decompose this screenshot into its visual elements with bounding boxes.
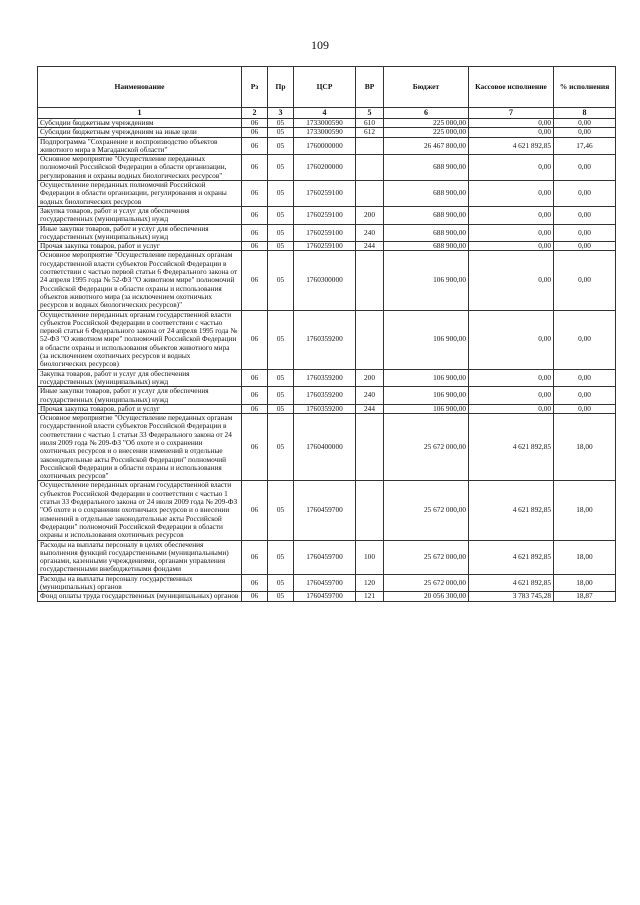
row-budget: 25 672 000,00 — [384, 414, 469, 481]
row-csr: 1760259100 — [294, 224, 356, 242]
row-csr: 1733000590 — [294, 119, 356, 128]
table-row — [38, 128, 616, 137]
table-row — [38, 540, 616, 574]
row-name: Подпрограмма "Сохранение и воспроизводство объектов животного мира в Магаданской области" — [38, 137, 242, 155]
row-vr: 200 — [356, 369, 384, 387]
row-csr: 1760459700 — [294, 481, 356, 540]
row-cash: 0,00 — [469, 119, 554, 128]
row-pr: 05 — [268, 387, 294, 405]
row-pr: 05 — [268, 404, 294, 413]
row-rz: 06 — [242, 387, 268, 405]
row-vr — [356, 137, 384, 155]
row-rz: 06 — [242, 206, 268, 224]
header-rz: Рз — [242, 67, 268, 108]
row-budget: 106 900,00 — [384, 404, 469, 413]
row-cash: 0,00 — [469, 369, 554, 387]
row-cash: 0,00 — [469, 181, 554, 207]
row-vr — [356, 414, 384, 481]
row-name: Фонд оплаты труда государственных (муниципальных) органов — [38, 592, 242, 601]
table-row — [38, 369, 616, 387]
row-vr: 610 — [356, 119, 384, 128]
row-pr: 05 — [268, 251, 294, 310]
header-row — [38, 67, 616, 108]
row-name: Субсидии бюджетным учреждениям на иные цели — [38, 128, 242, 137]
row-name: Расходы на выплаты персоналу в целях обеспечения выполнения функций государственными (муниципальными) органами, казенными учреждениями, органами управления государственными внебюджетными фондами — [38, 540, 242, 574]
row-vr: 121 — [356, 592, 384, 601]
row-cash: 0,00 — [469, 155, 554, 181]
row-budget: 106 900,00 — [384, 369, 469, 387]
row-name: Осуществление переданных полномочий Российской Федерации в области организации, регулирования и охраны водных биологических ресурсов — [38, 181, 242, 207]
row-csr: 1760259100 — [294, 242, 356, 251]
row-budget: 688 900,00 — [384, 242, 469, 251]
row-budget: 106 900,00 — [384, 387, 469, 405]
table-row — [38, 414, 616, 481]
row-vr: 240 — [356, 224, 384, 242]
row-name: Основное мероприятие "Осуществление переданных органам государственной власти субъектов Российской Федерации в соответствии с частью первой статьи 6 Федерального закона от 24 апреля 1995 года № 52-ФЗ "О животном мире" полномочий Российской Федерации в области охраны и использования объектов животного мира (за исключением охотничьих ресурсов и водных биологических ресурсов)" — [38, 251, 242, 310]
column-number: 7 — [469, 108, 554, 119]
row-pr: 05 — [268, 540, 294, 574]
table-row — [38, 592, 616, 601]
row-rz: 06 — [242, 128, 268, 137]
row-csr: 1760359200 — [294, 369, 356, 387]
row-rz: 06 — [242, 224, 268, 242]
row-cash: 0,00 — [469, 251, 554, 310]
row-pr: 05 — [268, 369, 294, 387]
header-csr: ЦСР — [294, 67, 356, 108]
row-vr: 244 — [356, 242, 384, 251]
table-row — [38, 206, 616, 224]
row-pr: 05 — [268, 414, 294, 481]
row-csr: 1760400000 — [294, 414, 356, 481]
table-row — [38, 137, 616, 155]
row-name: Иные закупки товаров, работ и услуг для обеспечения государственных (муниципальных) нужд — [38, 387, 242, 405]
row-budget: 225 000,00 — [384, 119, 469, 128]
row-csr: 1760259100 — [294, 181, 356, 207]
row-csr: 1760359200 — [294, 404, 356, 413]
row-budget: 688 900,00 — [384, 155, 469, 181]
header-percent: % исполнения — [554, 67, 616, 108]
row-cash: 0,00 — [469, 387, 554, 405]
table-row — [38, 574, 616, 592]
table-body — [38, 119, 616, 602]
row-budget: 688 900,00 — [384, 181, 469, 207]
row-rz: 06 — [242, 540, 268, 574]
row-name: Прочая закупка товаров, работ и услуг — [38, 242, 242, 251]
row-pr: 05 — [268, 574, 294, 592]
row-name: Закупка товаров, работ и услуг для обеспечения государственных (муниципальных) нужд — [38, 369, 242, 387]
row-cash: 0,00 — [469, 310, 554, 369]
row-cash: 0,00 — [469, 128, 554, 137]
row-csr: 1760459700 — [294, 540, 356, 574]
row-csr: 1760359200 — [294, 310, 356, 369]
row-pr: 05 — [268, 181, 294, 207]
row-percent: 18,00 — [554, 414, 616, 481]
row-vr: 240 — [356, 387, 384, 405]
row-percent: 18,00 — [554, 574, 616, 592]
row-csr: 1760200000 — [294, 155, 356, 181]
row-cash: 3 783 745,28 — [469, 592, 554, 601]
row-budget: 225 000,00 — [384, 128, 469, 137]
table-row — [38, 251, 616, 310]
row-percent: 0,00 — [554, 310, 616, 369]
row-name: Закупка товаров, работ и услуг для обеспечения государственных (муниципальных) нужд — [38, 206, 242, 224]
row-pr: 05 — [268, 310, 294, 369]
row-cash: 4 621 892,85 — [469, 137, 554, 155]
row-cash: 0,00 — [469, 224, 554, 242]
row-vr — [356, 181, 384, 207]
row-rz: 06 — [242, 481, 268, 540]
header-budget: Бюджет — [384, 67, 469, 108]
row-vr: 612 — [356, 128, 384, 137]
row-percent: 0,00 — [554, 119, 616, 128]
column-number: 5 — [356, 108, 384, 119]
table-row — [38, 155, 616, 181]
row-percent: 0,00 — [554, 387, 616, 405]
row-percent: 0,00 — [554, 369, 616, 387]
row-pr: 05 — [268, 119, 294, 128]
row-pr: 05 — [268, 481, 294, 540]
row-cash: 4 621 892,85 — [469, 540, 554, 574]
row-budget: 106 900,00 — [384, 251, 469, 310]
row-percent: 0,00 — [554, 128, 616, 137]
row-cash: 0,00 — [469, 206, 554, 224]
row-percent: 0,00 — [554, 181, 616, 207]
row-rz: 06 — [242, 251, 268, 310]
row-rz: 06 — [242, 310, 268, 369]
row-percent: 0,00 — [554, 155, 616, 181]
row-percent: 0,00 — [554, 206, 616, 224]
row-vr: 120 — [356, 574, 384, 592]
row-pr: 05 — [268, 128, 294, 137]
row-percent: 0,00 — [554, 404, 616, 413]
row-budget: 26 467 800,00 — [384, 137, 469, 155]
table-row — [38, 481, 616, 540]
row-rz: 06 — [242, 242, 268, 251]
row-cash: 4 621 892,85 — [469, 574, 554, 592]
row-rz: 06 — [242, 414, 268, 481]
budget-execution-table — [37, 66, 616, 602]
row-vr — [356, 310, 384, 369]
row-csr: 1760359200 — [294, 387, 356, 405]
table-row — [38, 387, 616, 405]
row-rz: 06 — [242, 369, 268, 387]
row-pr: 05 — [268, 242, 294, 251]
row-vr: 244 — [356, 404, 384, 413]
column-number: 3 — [268, 108, 294, 119]
row-percent: 18,00 — [554, 481, 616, 540]
row-budget: 688 900,00 — [384, 206, 469, 224]
row-name: Субсидии бюджетным учреждениям — [38, 119, 242, 128]
row-pr: 05 — [268, 224, 294, 242]
row-rz: 06 — [242, 574, 268, 592]
row-budget: 25 672 000,00 — [384, 540, 469, 574]
row-name: Расходы на выплаты персоналу государственных (муниципальных) органов — [38, 574, 242, 592]
row-percent: 0,00 — [554, 251, 616, 310]
row-cash: 4 621 892,85 — [469, 481, 554, 540]
row-csr: 1733000590 — [294, 128, 356, 137]
header-pr: Пр — [268, 67, 294, 108]
row-vr: 200 — [356, 206, 384, 224]
row-vr — [356, 155, 384, 181]
row-percent: 17,46 — [554, 137, 616, 155]
row-percent: 18,00 — [554, 540, 616, 574]
row-csr: 1760459700 — [294, 592, 356, 601]
row-name: Прочая закупка товаров, работ и услуг — [38, 404, 242, 413]
column-number-row — [38, 108, 616, 119]
column-number: 6 — [384, 108, 469, 119]
row-rz: 06 — [242, 181, 268, 207]
row-csr: 1760300000 — [294, 251, 356, 310]
table-row — [38, 310, 616, 369]
row-rz: 06 — [242, 404, 268, 413]
header-vr: ВР — [356, 67, 384, 108]
row-csr: 1760000000 — [294, 137, 356, 155]
row-budget: 20 056 300,00 — [384, 592, 469, 601]
row-rz: 06 — [242, 119, 268, 128]
table-row — [38, 181, 616, 207]
row-name: Основное мероприятие "Осуществление переданных полномочий Российской Федерации в области организации, регулирования и охраны водных биологических ресурсов" — [38, 155, 242, 181]
row-name: Осуществление переданных органам государственной власти субъектов Российской Федерации в соответствии с частью 1 статьи 33 Федерального закона от 24 июля 2009 года № 209-ФЗ "Об охоте и о сохранении охотничьих ресурсов и о внесении изменений в отдельные законодательные акты Российской Федерации" полномочий Российской Федерации в области охраны и использования охотничьих ресурсов — [38, 481, 242, 540]
column-number: 8 — [554, 108, 616, 119]
table-row — [38, 224, 616, 242]
row-percent: 0,00 — [554, 224, 616, 242]
column-number: 2 — [242, 108, 268, 119]
row-cash: 4 621 892,85 — [469, 414, 554, 481]
row-pr: 05 — [268, 206, 294, 224]
row-pr: 05 — [268, 592, 294, 601]
row-name: Иные закупки товаров, работ и услуг для обеспечения государственных (муниципальных) нужд — [38, 224, 242, 242]
page-number: 109 — [311, 38, 329, 52]
row-vr — [356, 251, 384, 310]
row-rz: 06 — [242, 155, 268, 181]
header-cash: Кассовое исполнение — [469, 67, 554, 108]
row-csr: 1760459700 — [294, 574, 356, 592]
row-cash: 0,00 — [469, 404, 554, 413]
row-budget: 25 672 000,00 — [384, 574, 469, 592]
row-pr: 05 — [268, 155, 294, 181]
row-name: Основное мероприятие "Осуществление переданных органам государственной власти субъектов Российской Федерации в соответствии с частью 1 статьи 33 Федерального закона от 24 июля 2009 года № 209-ФЗ "Об охоте и о сохранении охотничьих ресурсов и о внесении изменений в отдельные законодательные акты Российской Федерации" полномочий Российской Федерации в области охраны и использования охотничьих ресурсов" — [38, 414, 242, 481]
row-rz: 06 — [242, 592, 268, 601]
row-budget: 25 672 000,00 — [384, 481, 469, 540]
row-cash: 0,00 — [469, 242, 554, 251]
row-rz: 06 — [242, 137, 268, 155]
row-vr: 100 — [356, 540, 384, 574]
row-budget: 688 900,00 — [384, 224, 469, 242]
row-percent: 0,00 — [554, 242, 616, 251]
row-percent: 18,87 — [554, 592, 616, 601]
header-name: Наименование — [38, 67, 242, 108]
column-number: 1 — [38, 108, 242, 119]
row-vr — [356, 481, 384, 540]
column-number: 4 — [294, 108, 356, 119]
row-csr: 1760259100 — [294, 206, 356, 224]
row-pr: 05 — [268, 137, 294, 155]
row-name: Осуществление переданных органам государственной власти субъектов Российской Федерации в соответствии с частью первой статьи 6 Федерального закона от 24 апреля 1995 года № 52-ФЗ "О животном мире" полномочий Российской Федерации в области охраны и использования объектов животного мира (за исключением охотничьих ресурсов и водных биологических ресурсов) — [38, 310, 242, 369]
row-budget: 106 900,00 — [384, 310, 469, 369]
